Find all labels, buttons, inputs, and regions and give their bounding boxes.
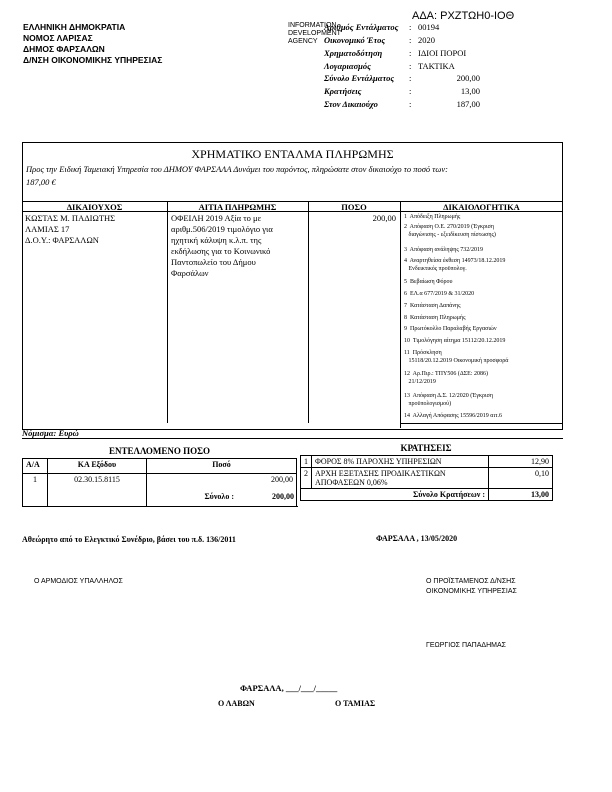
financing-label: Χρηματοδότηση — [324, 48, 383, 58]
place-date: ΦΑΡΣΑΛΑ , 13/05/2020 — [376, 534, 458, 543]
account-value: ΤΑΚΤΙΚΑ — [418, 61, 455, 71]
beneficiary-name: ΚΩΣΤΑΣ Μ. ΠΑΔΙΩΤΗΣ — [25, 213, 116, 223]
official-right-2: ΟΙΚΟΝΟΜΙΚΗΣ ΥΠΗΡΕΣΙΑΣ — [426, 588, 517, 595]
beneficiary-cell — [25, 213, 115, 246]
issuer-line-3: ΔΗΜΟΣ ΦΑΡΣΑΛΩΝ — [23, 44, 105, 54]
deductions-label: Κρατήσεις — [324, 86, 362, 96]
list-item: 10 Τιμολόγηση αίτημα 15112/20.12.2019 — [404, 338, 506, 344]
cashier-label: Ο ΤΑΜΙΑΣ — [335, 699, 376, 708]
col-documents: ΔΙΚΑΙΟΛΟΓΗΤΙΚΑ — [443, 202, 520, 212]
list-item: 1 Απόδειξη Πληρωμής — [404, 214, 461, 220]
list-item: 11 Πρόσκληση 15118/20.12.2019 Οικονομική προσφορά — [404, 350, 509, 364]
net-value: 187,00 — [456, 99, 480, 109]
issuer-line-1: ΕΛΛΗΝΙΚΗ ΔΗΜΟΚΡΑΤΙΑ — [23, 22, 126, 32]
ada-code: ΑΔΑ: ΡΧΖΤΩΗ0-ΙΟΘ — [412, 10, 515, 22]
place-blank-date: ΦΑΡΣΑΛΑ, ___/___/_____ — [240, 683, 338, 693]
document-title: ΧΡΗΜΑΤΙΚΟ ΕΝΤΑΛΜΑ ΠΛΗΡΩΜΗΣ — [191, 147, 394, 161]
order-number-label: Αριθμός Εντάλματος — [324, 22, 399, 32]
list-item: 4 Αναρτηθείσα έκθεση 14973/18.12.2019 Ενδεικτικός προϋπολογ. — [404, 258, 506, 272]
net-label: Στον Δικαιούχο — [324, 99, 378, 109]
audit-note: Αθεώρητο από το Ελεγκτικό Συνέδριο, βάσει του π.δ. 136/2011 — [22, 535, 236, 544]
list-item: 2 Απόφαση Ο.Ε. 270/2019 (Έγκριση διαγώνισης - εξειδίκευση πίστωσης) — [404, 224, 496, 238]
beneficiary-address: ΛΑΜΙΑΣ 17 — [25, 224, 70, 234]
issuer-line-2: ΝΟΜΟΣ ΛΑΡΙΣΑΣ — [23, 33, 93, 43]
order-total-label: Σύνολο Εντάλματος — [324, 73, 395, 83]
account-label: Λογαριασμός — [324, 61, 371, 71]
list-item: 8 Κατάσταση Πληρωμής — [404, 315, 466, 321]
list-item: 9 Πρωτόκολλο Παραλαβής Εργασιών — [404, 326, 497, 332]
list-item: 13 Απόφαση Δ.Σ. 12/2020 (Έγκριση προϋπολογισμού) — [404, 393, 494, 407]
col-amount: ΠΟΣΟ — [341, 202, 367, 212]
order-total-value: 200,00 — [456, 73, 480, 83]
col-divider — [400, 201, 401, 428]
col-cause: ΑΙΤΙΑ ΠΛΗΡΩΜΗΣ — [198, 202, 277, 212]
intro-amount: 187,00 € — [26, 177, 56, 187]
financing-value: ΙΔΙΟΙ ΠΟΡΟΙ — [418, 48, 467, 58]
list-item: 3 Απόφαση ανάληψης 732/2019 — [404, 247, 483, 253]
official-left: Ο ΑΡΜΟΔΙΟΣ ΥΠΑΛΛΗΛΟΣ — [34, 578, 123, 585]
list-item: 14 Αλλαγή Απόφασης 15596/2019 αιτ.6 — [404, 413, 502, 419]
committed-total-value: 200,00 — [272, 492, 294, 501]
list-item: 12 Αρ.Πιρ.: ΤΠΥ506 (ΔΣΕ: 2086) 21/12/2019 — [404, 371, 489, 385]
table-row: 1 ΦΟΡΟΣ 8% ΠΑΡΟΧΗΣ ΥΠΗΡΕΣΙΩΝ 12,90 — [301, 456, 553, 468]
cause-cell: ΟΦΕΙΛΗ 2019 Αξία το με αριθμ.506/2019 τιμολόγιο για ηχητική κάλυψη κ.λ.π. της εκδήλωσης για το Κοινωνικό Παντοπωλείο του Δήμου Φαρσάλων — [171, 213, 273, 278]
list-item: 6 ΕΛ.α 677/2019 & 31/2020 — [404, 291, 475, 297]
deductions-title: ΚΡΑΤΗΣΕΙΣ — [400, 443, 452, 453]
committed-title: ΕΝΤΕΛΛΟΜΕΝΟ ΠΟΣΟ — [108, 446, 211, 456]
signer-name: ΓΕΩΡΓΙΟΣ ΠΑΠΑΔΗΜΑΣ — [426, 642, 506, 649]
deductions-value: 13,00 — [460, 86, 480, 96]
issuer-line-4: Δ/ΝΣΗ ΟΙΚΟΝΟΜΙΚΗΣ ΥΠΗΡΕΣΙΑΣ — [23, 55, 163, 65]
list-item: 7 Κατάσταση Δαπάνης — [404, 303, 461, 309]
order-number-value: 00194 — [418, 22, 440, 32]
amount-cell: 200,00 — [372, 213, 396, 223]
table-row: Σύνολο Κρατήσεων : 13,00 — [301, 489, 553, 501]
committed-total-label: Σύνολο : — [204, 492, 234, 501]
col-divider — [167, 201, 168, 423]
beneficiary-tax-office: Δ.Ο.Υ.: ΦΑΡΣΑΛΩΝ — [25, 235, 99, 245]
info-overlay: INFORMATION DEVELOPMENT AGENCY — [288, 22, 341, 45]
docs-bottom-rule — [400, 423, 562, 424]
receiver-label: Ο ΛΑΒΩΝ — [218, 699, 255, 708]
official-right-1: Ο ΠΡΟΪΣΤΑΜΕΝΟΣ Δ/ΝΣΗΣ — [426, 578, 516, 585]
fiscal-year-label: Οικονομικό Έτος — [324, 35, 386, 45]
deductions-table — [300, 455, 553, 501]
col-beneficiary: ΔΙΚΑΙΟΥΧΟΣ — [66, 202, 123, 212]
list-item: 5 Βεβαίωση Φόρου — [404, 279, 453, 285]
table-row: 1 02.30.15.8115 200,00 — [23, 474, 297, 507]
table-row: Α/Α ΚΑ Εξόδου Ποσό — [23, 459, 297, 474]
table-row: 2 ΑΡΧΗ ΕΞΕΤΑΣΗΣ ΠΡΟΔΙΚΑΣΤΙΚΩΝ ΑΠΟΦΑΣΕΩΝ 0,06% 0,10 — [301, 468, 553, 489]
currency-label: Νόμισμα: Ευρώ — [22, 428, 79, 438]
fiscal-year-value: 2020 — [418, 35, 435, 45]
section-rule — [22, 438, 563, 439]
intro-text: Προς την Ειδική Ταμειακή Υπηρεσία του ΔΗΜΟΥ ΦΑΡΣΑΛΑ Δυνάμει του παρόντος, πληρώσατε στον δικαιούχο το ποσό των: — [26, 164, 448, 174]
col-divider — [308, 201, 309, 423]
